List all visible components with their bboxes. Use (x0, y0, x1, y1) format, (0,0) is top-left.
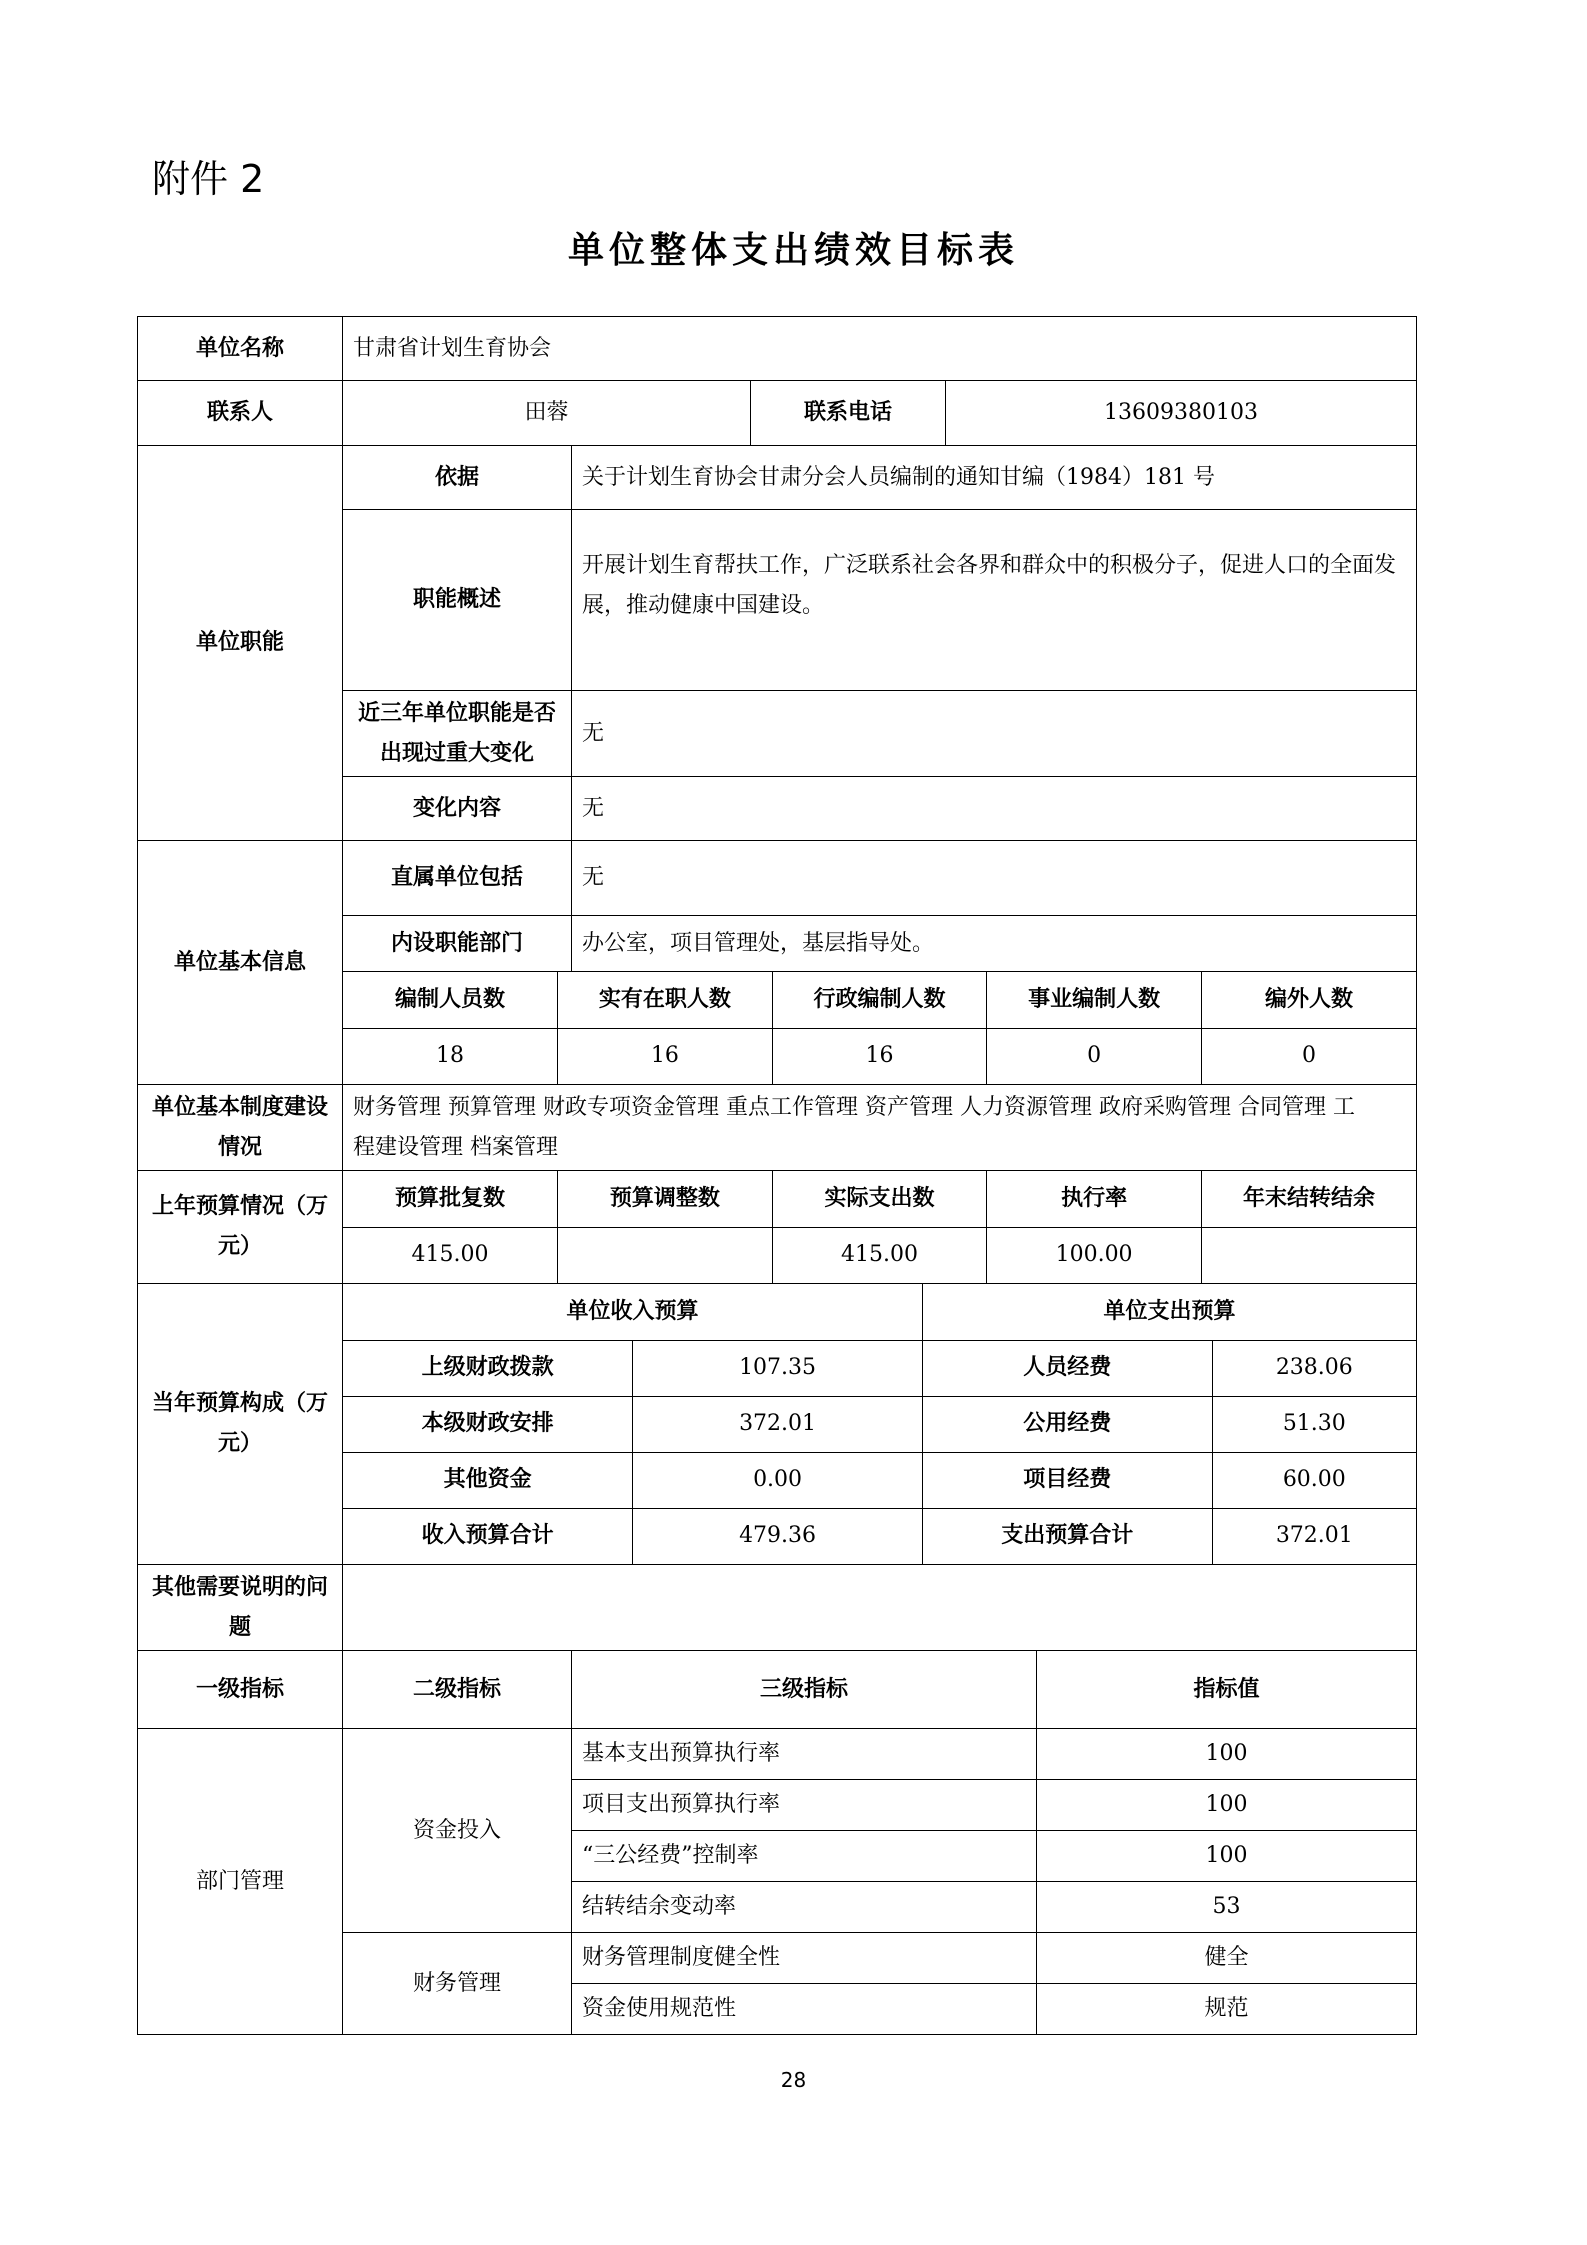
page-title: 单位整体支出绩效目标表 (567, 230, 1019, 271)
last-year-value: 415.00 (772, 1227, 987, 1283)
indicator-name: 结转结余变动率 (572, 1882, 1037, 1933)
expense-total-value: 372.01 (1212, 1508, 1416, 1564)
staff-value: 0 (1201, 1028, 1416, 1084)
unit-name-value: 甘肃省计划生育协会 (343, 317, 1417, 381)
indicator-level2: 资金投入 (343, 1729, 572, 1933)
indicator-value: 规范 (1037, 1984, 1417, 2035)
last-year-header: 年末结转结余 (1201, 1171, 1416, 1227)
indicator-header-value: 指标值 (1037, 1651, 1417, 1729)
contact-label: 联系人 (138, 381, 343, 446)
performance-table-wrapper (137, 316, 1416, 2035)
other-label: 其他需要说明的问题 (138, 1565, 343, 1651)
expense-item-label: 人员经费 (922, 1340, 1212, 1396)
expense-item-value: 60.00 (1212, 1452, 1416, 1508)
income-item-value: 0.00 (633, 1452, 923, 1508)
attachment-label: 附件 2 (152, 157, 265, 201)
row-basis (138, 446, 1417, 510)
change-value: 无 (572, 691, 1417, 777)
staff-header: 编外人数 (1201, 972, 1416, 1028)
indicator-value: 100 (1037, 1780, 1417, 1831)
basis-label: 依据 (343, 446, 572, 510)
last-year-header: 执行率 (987, 1171, 1202, 1227)
staff-value: 16 (772, 1028, 987, 1084)
indicator-header-level1: 一级指标 (138, 1651, 343, 1729)
indicator-header-level3: 三级指标 (572, 1651, 1037, 1729)
staff-value: 18 (343, 1028, 558, 1084)
income-total-value: 479.36 (633, 1508, 923, 1564)
expense-total-label: 支出预算合计 (922, 1508, 1212, 1564)
subunits-label: 直属单位包括 (343, 841, 572, 916)
current-year-subtable (343, 1284, 1416, 1564)
system-value: 财务管理 预算管理 财政专项资金管理 重点工作管理 资产管理 人力资源管理 政府采购管理 合同管理 工程建设管理 档案管理 (343, 1085, 1417, 1171)
performance-table (137, 316, 1417, 2035)
functions-label: 单位职能 (138, 446, 343, 841)
row-contact (138, 381, 1417, 446)
indicator-name: “三公经费”控制率 (572, 1831, 1037, 1882)
income-item-value: 107.35 (633, 1340, 923, 1396)
phone-label: 联系电话 (751, 381, 946, 446)
change-label: 近三年单位职能是否出现过重大变化 (343, 691, 572, 777)
expense-item-value: 238.06 (1212, 1340, 1416, 1396)
subunits-value: 无 (572, 841, 1417, 916)
indicator-value: 53 (1037, 1882, 1417, 1933)
overview-value: 开展计划生育帮扶工作，广泛联系社会各界和群众中的积极分子，促进人口的全面发展，推动健康中国建设。 (572, 510, 1417, 691)
indicator-name: 项目支出预算执行率 (572, 1780, 1037, 1831)
expense-item-label: 公用经费 (922, 1396, 1212, 1452)
depts-value: 办公室，项目管理处，基层指导处。 (572, 916, 1417, 972)
phone-value: 13609380103 (946, 381, 1417, 446)
income-header: 单位收入预算 (343, 1284, 922, 1340)
indicator-level2: 财务管理 (343, 1933, 572, 2035)
current-year-label: 当年预算构成（万元） (138, 1284, 343, 1565)
indicator-level1: 部门管理 (138, 1729, 343, 2035)
last-year-label: 上年预算情况（万元） (138, 1171, 343, 1284)
income-item-value: 372.01 (633, 1396, 923, 1452)
row-budget-headers (138, 1284, 1417, 1340)
income-item-label: 本级财政安排 (343, 1396, 633, 1452)
staff-header: 实有在职人数 (558, 972, 773, 1028)
staff-value: 0 (987, 1028, 1202, 1084)
staff-header: 事业编制人数 (987, 972, 1202, 1028)
indicator-name: 基本支出预算执行率 (572, 1729, 1037, 1780)
row-other (138, 1565, 1417, 1651)
income-total-label: 收入预算合计 (343, 1508, 633, 1564)
last-year-value: 415.00 (343, 1227, 558, 1283)
last-year-header: 实际支出数 (772, 1171, 987, 1227)
row-subunits (138, 841, 1417, 916)
row-indicator-headers (138, 1651, 1417, 1729)
row-lastyear-headers (138, 1171, 1417, 1228)
contact-value: 田蓉 (343, 381, 751, 446)
indicator-value: 100 (1037, 1831, 1417, 1882)
staff-header: 行政编制人数 (772, 972, 987, 1028)
income-item-label: 上级财政拨款 (343, 1340, 633, 1396)
overview-label: 职能概述 (343, 510, 572, 691)
row-unit-name (138, 317, 1417, 381)
indicator-name: 财务管理制度健全性 (572, 1933, 1037, 1984)
last-year-value (558, 1227, 773, 1283)
last-year-subtable (343, 1171, 1416, 1283)
income-item-label: 其他资金 (343, 1452, 633, 1508)
indicator-row (138, 1729, 1417, 1780)
indicator-value: 健全 (1037, 1933, 1417, 1984)
indicator-name: 资金使用规范性 (572, 1984, 1037, 2035)
indicator-value: 100 (1037, 1729, 1417, 1780)
last-year-header: 预算批复数 (343, 1171, 558, 1227)
expense-item-label: 项目经费 (922, 1452, 1212, 1508)
other-value (343, 1565, 1417, 1651)
unit-name-label: 单位名称 (138, 317, 343, 381)
staff-header: 编制人员数 (343, 972, 558, 1028)
row-system (138, 1085, 1417, 1171)
basis-value: 关于计划生育协会甘肃分会人员编制的通知甘编（1984）181 号 (572, 446, 1417, 510)
expense-header: 单位支出预算 (922, 1284, 1416, 1340)
change-content-value: 无 (572, 777, 1417, 841)
depts-label: 内设职能部门 (343, 916, 572, 972)
basic-info-label: 单位基本信息 (138, 841, 343, 1085)
staff-subtable (343, 972, 1416, 1084)
staff-value: 16 (558, 1028, 773, 1084)
change-content-label: 变化内容 (343, 777, 572, 841)
page-number: 28 (780, 2068, 807, 2092)
last-year-header: 预算调整数 (558, 1171, 773, 1227)
indicator-header-level2: 二级指标 (343, 1651, 572, 1729)
last-year-value: 100.00 (987, 1227, 1202, 1283)
expense-item-value: 51.30 (1212, 1396, 1416, 1452)
last-year-value (1201, 1227, 1416, 1283)
system-label: 单位基本制度建设情况 (138, 1085, 343, 1171)
